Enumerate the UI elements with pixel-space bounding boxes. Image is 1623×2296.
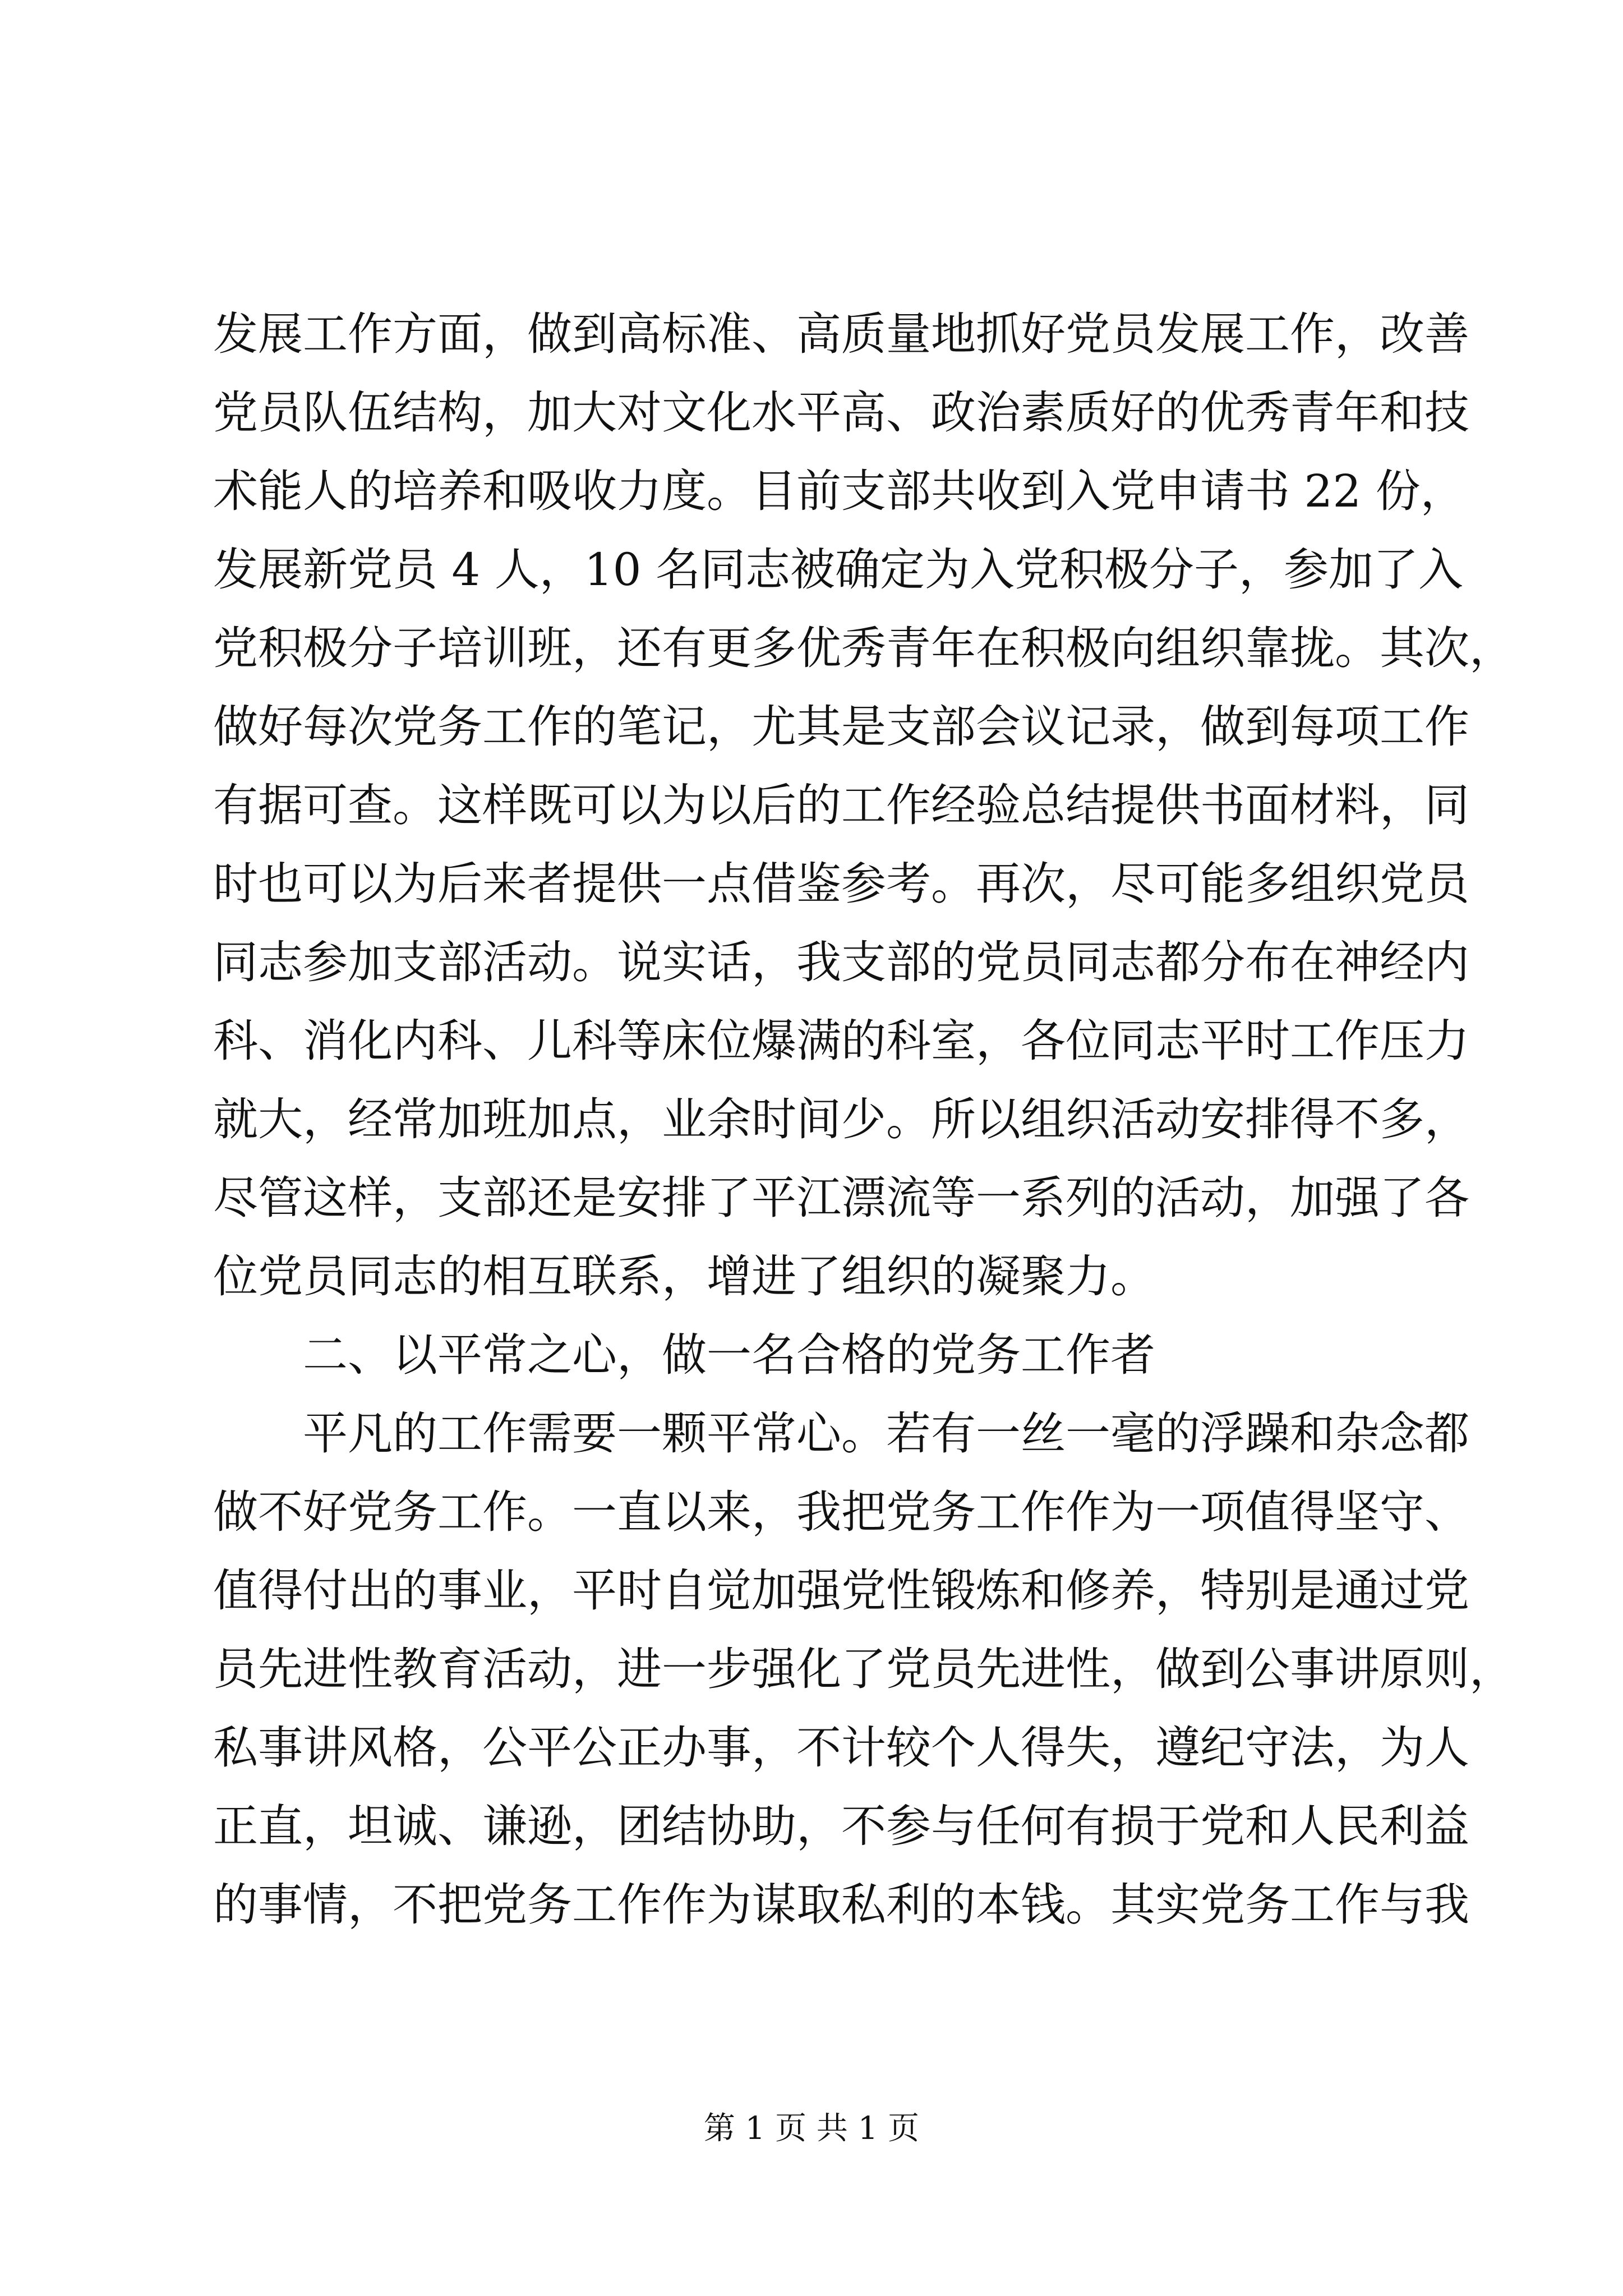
text-line: 发展工作方面，做到高标准、高质量地抓好党员发展工作，改善	[213, 308, 1469, 360]
text-line: 有据可查。这样既可以为以后的工作经验总结提供书面材料，同	[213, 779, 1469, 831]
text-line: 员先进性教育活动，进一步强化了党员先进性，做到公事讲原则，	[213, 1643, 1514, 1695]
text-line: 就大，经常加班加点，业余时间少。所以组织活动安排得不多，	[213, 1093, 1469, 1145]
text-line: 尽管这样，支部还是安排了平江漂流等一系列的活动，加强了各	[213, 1172, 1469, 1224]
text-line: 发展新党员 4 人，10 名同志被确定为入党积极分子，参加了入	[213, 544, 1463, 596]
section-heading: 二、以平常之心，做一名合格的党务工作者	[303, 1329, 1155, 1381]
page-footer: 第 1 页 共 1 页	[703, 2110, 920, 2147]
text-line: 正直，坦诚、谦逊，团结协助，不参与任何有损于党和人民利益	[213, 1800, 1469, 1852]
text-line: 位党员同志的相互联系，增进了组织的凝聚力。	[213, 1250, 1155, 1303]
text-line: 时也可以为后来者提供一点借鉴参考。再次，尽可能多组织党员	[213, 858, 1469, 910]
text-line: 科、消化内科、儿科等床位爆满的科室，各位同志平时工作压力	[213, 1015, 1469, 1067]
text-line: 同志参加支部活动。说实话，我支部的党员同志都分布在神经内	[213, 936, 1469, 988]
text-line: 私事讲风格，公平公正办事，不计较个人得失，遵纪守法，为人	[213, 1722, 1469, 1774]
text-line: 做不好党务工作。一直以来，我把党务工作作为一项值得坚守、	[213, 1486, 1469, 1538]
text-line: 党积极分子培训班，还有更多优秀青年在积极向组织靠拢。其次，	[213, 622, 1514, 674]
text-line: 做好每次党务工作的笔记，尤其是支部会议记录，做到每项工作	[213, 701, 1469, 753]
text-line: 党员队伍结构，加大对文化水平高、政治素质好的优秀青年和技	[213, 386, 1469, 439]
text-line: 术能人的培养和吸收力度。目前支部共收到入党申请书 22 份，	[213, 465, 1465, 517]
text-line: 值得付出的事业，平时自觉加强党性锻炼和修养，特别是通过党	[213, 1565, 1469, 1617]
paragraph-first-line: 平凡的工作需要一颗平常心。若有一丝一毫的浮躁和杂念都	[303, 1407, 1469, 1460]
text-line: 的事情，不把党务工作作为谋取私利的本钱。其实党务工作与我	[213, 1879, 1469, 1931]
